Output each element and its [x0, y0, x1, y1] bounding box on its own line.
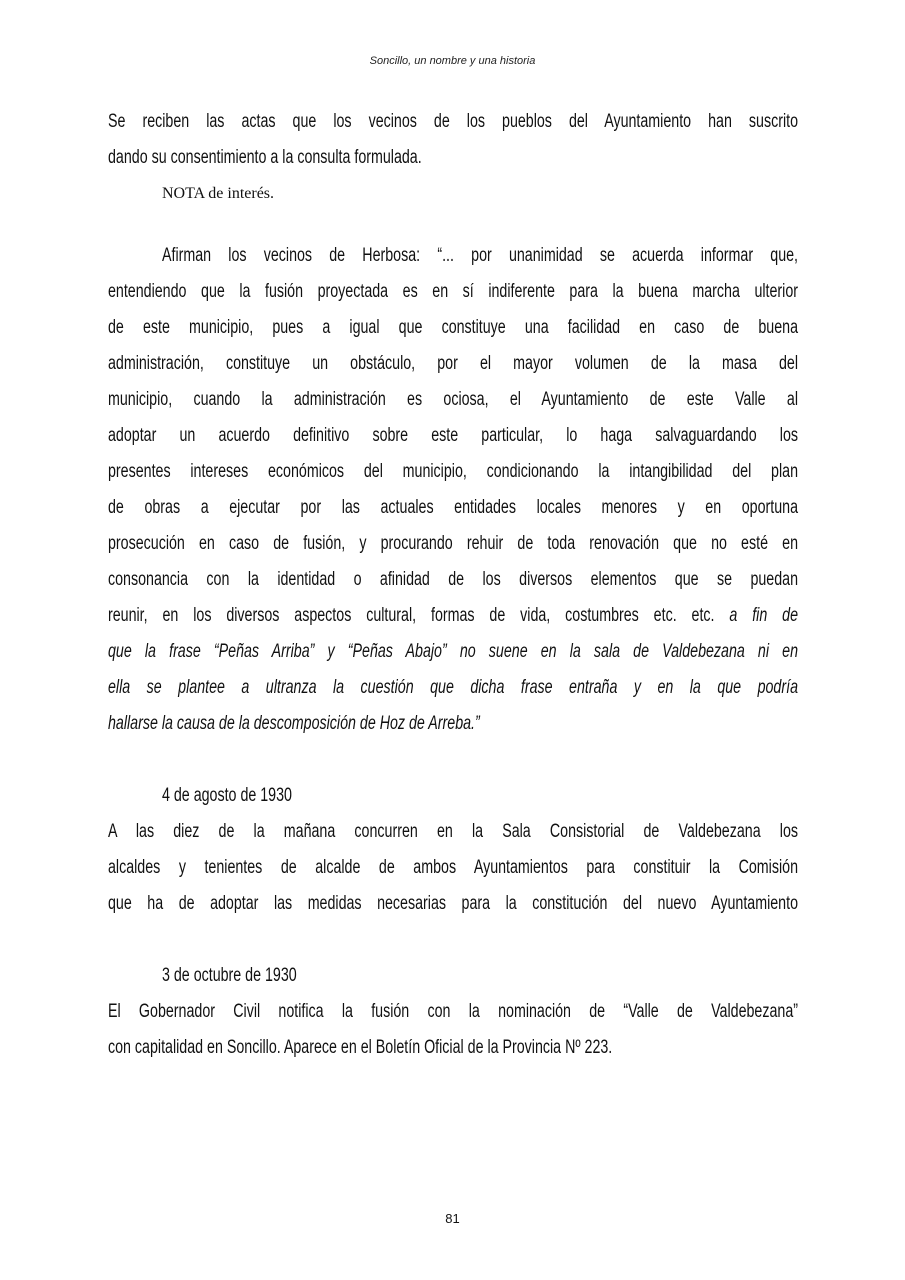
quote-line: de obras a ejecutar por las actuales entidades locales menores y en oportuna	[108, 497, 798, 518]
entry-line: que ha de adoptar las medidas necesarias para la constitución del nuevo Ayuntamiento	[108, 893, 798, 914]
paragraph-line: Se reciben las actas que los vecinos de los pueblos del Ayuntamiento han suscrito	[108, 111, 798, 132]
note-title: NOTA de interés.	[162, 185, 275, 202]
quote-italic-text: a fin de	[729, 605, 798, 626]
quote-line: prosecución en caso de fusión, y procurando rehuir de toda renovación que no esté en	[108, 533, 798, 554]
paragraph-line: dando su consentimiento a la consulta formulada.	[108, 147, 422, 168]
entry-date: 4 de agosto de 1930	[162, 785, 292, 806]
quote-line: Afirman los vecinos de Herbosa: “... por unanimidad se acuerda informar que,	[162, 245, 798, 266]
quote-line-italic: hallarse la causa de la descomposición de Hoz de Arreba.”	[108, 713, 480, 734]
quote-line	[108, 604, 798, 628]
entry-line: con capitalidad en Soncillo. Aparece en el Boletín Oficial de la Provincia Nº 223.	[108, 1037, 613, 1058]
entry-line: alcaldes y tenientes de alcalde de ambos Ayuntamientos para constituir la Comisión	[108, 857, 798, 878]
entry-line: A las diez de la mañana concurren en la Sala Consistorial de Valdebezana los	[108, 821, 798, 842]
quote-line: consonancia con la identidad o afinidad de los diversos elementos que se puedan	[108, 569, 798, 590]
quote-text: reunir, en los diversos aspectos cultural, formas de vida, costumbres etc. etc.	[108, 605, 730, 626]
running-header: Soncillo, un nombre y una historia	[369, 55, 536, 67]
quote-line: adoptar un acuerdo definitivo sobre este particular, lo haga salvaguardando los	[108, 425, 798, 446]
quote-line: municipio, cuando la administración es ociosa, el Ayuntamiento de este Valle al	[108, 389, 798, 410]
entry-date: 3 de octubre de 1930	[162, 965, 297, 986]
quote-line: presentes intereses económicos del municipio, condicionando la intangibilidad del plan	[108, 461, 798, 482]
quote-line-italic: que la frase “Peñas Arriba” y “Peñas Abajo” no suene en la sala de Valdebezana ni en	[108, 641, 798, 662]
page-number: 81	[445, 1211, 460, 1226]
entry-line: El Gobernador Civil notifica la fusión con la nominación de “Valle de Valdebezana”	[108, 1001, 798, 1022]
quote-line: de este municipio, pues a igual que constituye una facilidad en caso de buena	[108, 317, 798, 338]
quote-line-italic: ella se plantee a ultranza la cuestión que dicha frase entraña y en la que podría	[108, 677, 798, 698]
quote-line: entendiendo que la fusión proyectada es en sí indiferente para la buena marcha ulterior	[108, 281, 798, 302]
quote-line: administración, constituye un obstáculo, por el mayor volumen de la masa del	[108, 353, 798, 374]
